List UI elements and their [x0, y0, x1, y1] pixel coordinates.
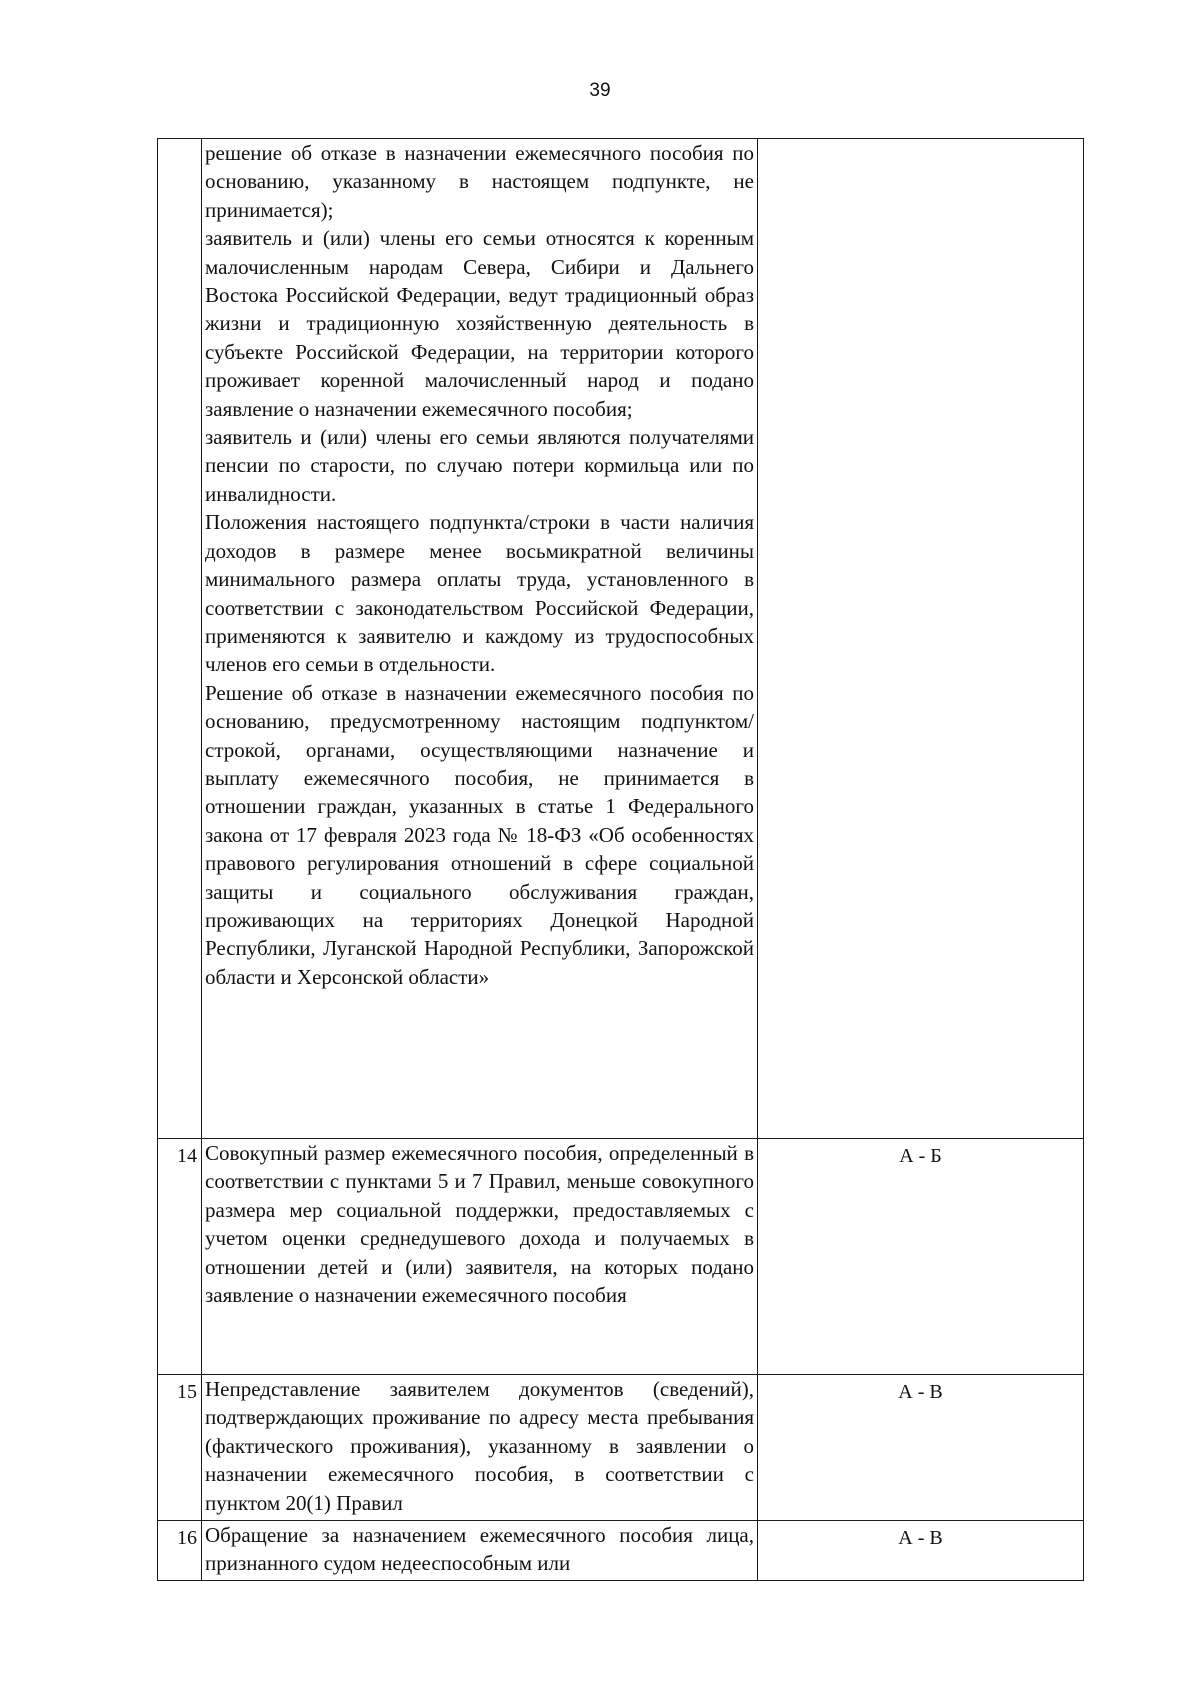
table-row: [158, 1521, 1084, 1581]
row-text: [202, 139, 758, 1139]
paragraph: Решение об отказе в назначении ежемесячного пособия по основанию, предусмотренному настоящим подпунктом/строкой, органами, осуществляющими назначение и выплату ежемесячного пособия, не принимается в отношении граждан, указанных в статье 1 Федерального закона от 17 февраля 2023 года № 18-ФЗ «Об особенностях правового регулирования отношений в сфере социальной защиты и социального обслуживания граждан, проживающих на территориях Донецкой Народной Республики, Луганской Народной Республики, Запорожской области и Херсонской области»: [205, 680, 754, 989]
paragraph: заявитель и (или) члены его семьи относятся к коренным малочисленным народам Севера, Сибири и Дальнего Востока Российской Федерации, ведут традиционный образ жизни и традиционную хозяйственную деятельность в субъекте Российской Федерации, на территории которого проживает коренной малочисленный народ и подано заявление о назначении ежемесячного пособия;: [205, 226, 754, 421]
row-number: 14: [158, 1139, 202, 1375]
grounds-table: [157, 138, 1084, 1581]
row-code: А - В: [758, 1521, 1084, 1581]
table-row: [158, 139, 1084, 1139]
row-number: [158, 139, 202, 1139]
paragraph: Положения настоящего подпункта/строки в части наличия доходов в размере менее восьмикратной величины минимального размера оплаты труда, установленного в соответствии с законодательством Российской Федерации, применяются к заявителю и каждому из трудоспособных членов его семьи в отдельности.: [205, 510, 754, 677]
paragraph: Совокупный размер ежемесячного пособия, определенный в соответствии с пунктами 5 и 7 Правил, меньше совокупного размера мер социальной поддержки, предоставляемых с учетом оценки среднедушевого дохода и получаемых в отношении детей и (или) заявителя, на которых подано заявление о назначении ежемесячного пособия: [205, 1141, 754, 1308]
table-row: [158, 1139, 1084, 1375]
row-code: А - В: [758, 1375, 1084, 1521]
row-number: 16: [158, 1521, 202, 1581]
row-text: [202, 1375, 758, 1521]
row-text: [202, 1521, 758, 1581]
paragraph: Обращение за назначением ежемесячного пособия лица, признанного судом недееспособным или: [205, 1523, 754, 1576]
paragraph: решение об отказе в назначении ежемесячного пособия по основанию, указанному в настоящем подпункте, не принимается);: [205, 141, 754, 222]
paragraph: заявитель и (или) члены его семьи являются получателями пенсии по старости, по случаю потери кормильца или по инвалидности.: [205, 425, 754, 506]
paragraph: Непредставление заявителем документов (сведений), подтверждающих проживание по адресу места пребывания (фактического проживания), указанному в заявлении о назначении ежемесячного пособия, в соответствии с пунктом 20(1) Правил: [205, 1377, 754, 1515]
page-number: 39: [589, 80, 611, 101]
row-code: А - Б: [758, 1139, 1084, 1375]
row-text: [202, 1139, 758, 1375]
row-code: [758, 139, 1084, 1139]
table-row: [158, 1375, 1084, 1521]
row-number: 15: [158, 1375, 202, 1521]
